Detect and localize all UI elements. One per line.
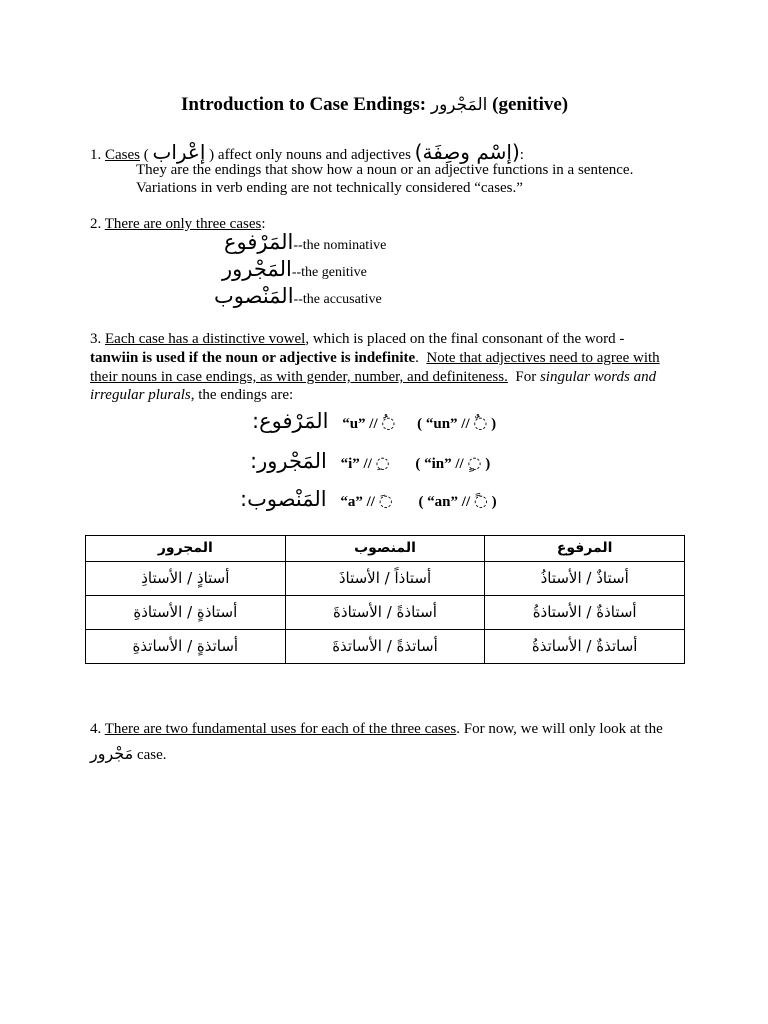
section-4-text: . For now, we will only look at the bbox=[456, 721, 663, 737]
section-3-text-4: , the endings are: bbox=[190, 387, 294, 403]
ending-sep: // bbox=[366, 494, 375, 510]
table-cell: أستاذةً / الأستاذةَ bbox=[285, 596, 485, 630]
colon: : bbox=[519, 147, 524, 163]
section-1-rest: affect only nouns and adjectives bbox=[214, 147, 411, 163]
case-item-accusative bbox=[214, 284, 382, 309]
section-3-underlined-1: Each case has a distinctive vowel bbox=[105, 331, 306, 347]
case-name-arabic: المَجْرور bbox=[222, 257, 292, 281]
section-3-text-1: , which is placed on the final consonant of the word - bbox=[305, 331, 625, 347]
colon: : bbox=[261, 216, 266, 232]
table-header-accusative: المنصوب bbox=[285, 536, 485, 562]
table-row bbox=[86, 562, 685, 596]
kasratan-mark-icon: ◌ bbox=[467, 453, 482, 472]
damma-mark-icon: ◌ bbox=[381, 413, 396, 432]
section-4-underlined: There are two fundamental uses for each of the three cases bbox=[104, 721, 457, 737]
ending-case-arabic: المَجْرور: bbox=[250, 449, 327, 473]
title-arabic: المَجْرور bbox=[430, 95, 488, 115]
table-cell: أستاذٌ / الأستاذُ bbox=[485, 562, 685, 596]
ending-case-arabic: المَنْصوب: bbox=[240, 487, 327, 511]
section-1-line-3: Variations in verb ending are not technically considered “cases.” bbox=[136, 180, 523, 196]
singular-note: singular words and bbox=[539, 369, 657, 385]
section-4-text-2: case. bbox=[133, 747, 167, 763]
page-title bbox=[181, 95, 568, 115]
ending-row-accusative bbox=[240, 487, 497, 512]
kasra-mark-icon: ◌ bbox=[375, 453, 390, 472]
ending-close: ) bbox=[491, 416, 497, 432]
ending-vowel: “i” bbox=[340, 456, 360, 472]
dammatan-mark-icon: ◌ bbox=[473, 413, 488, 432]
ending-sep: // bbox=[369, 416, 378, 432]
ending-row-nominative bbox=[252, 409, 497, 434]
section-2-number: 2. bbox=[90, 216, 102, 232]
ending-tanwiin: ( “un” bbox=[417, 416, 458, 432]
title-suffix: (genitive) bbox=[487, 94, 569, 115]
ending-vowel: “a” bbox=[340, 494, 363, 510]
ism-wasifa-term: (إسْم وصِفَة) bbox=[414, 140, 520, 164]
ending-sep: // bbox=[363, 456, 372, 472]
fathatan-mark-icon: ◌ bbox=[473, 491, 488, 510]
table-cell: أساتذةٌ / الأساتذةُ bbox=[485, 630, 685, 664]
case-name-arabic: المَنْصوب bbox=[214, 284, 294, 308]
section-4-line-1 bbox=[90, 720, 663, 739]
case-name-arabic: المَرْفوع bbox=[224, 230, 294, 254]
section-3-text-3: For bbox=[507, 369, 540, 385]
case-item-genitive bbox=[222, 257, 367, 282]
section-1-number: 1. bbox=[90, 147, 102, 163]
fatha-mark-icon: ◌ bbox=[378, 491, 393, 510]
section-3-line-2 bbox=[90, 349, 660, 368]
section-3-text-2: . bbox=[415, 350, 427, 366]
table-header-row bbox=[86, 536, 685, 562]
section-3-number: 3. bbox=[90, 331, 102, 347]
section-1-line-2: They are the endings that show how a noun or an adjective functions in a sentence. bbox=[136, 162, 634, 178]
section-3-line-4 bbox=[90, 386, 293, 405]
ending-vowel: “u” bbox=[342, 416, 366, 432]
ending-close: ) bbox=[491, 494, 497, 510]
section-3-line-3 bbox=[90, 368, 656, 387]
table-cell: أستاذةٌ / الأستاذةُ bbox=[485, 596, 685, 630]
case-item-nominative bbox=[224, 230, 387, 255]
table-cell: أستاذاً / الأستاذَ bbox=[285, 562, 485, 596]
section-2-heading-text: There are only three cases bbox=[104, 216, 262, 232]
ending-tanwiin: ( “in” bbox=[415, 456, 452, 472]
agreement-note-1: Note that adjectives need to agree with bbox=[426, 350, 660, 366]
section-4-number: 4. bbox=[90, 721, 102, 737]
table-header-nominative: المرفوع bbox=[485, 536, 685, 562]
table-cell: أستاذٍ / الأستاذِ bbox=[86, 562, 286, 596]
ending-sep: // bbox=[461, 416, 470, 432]
paren-close: ) bbox=[209, 147, 215, 163]
table-row bbox=[86, 630, 685, 664]
tanwiin-note: tanwiin is used if the noun or adjective is indefinite bbox=[90, 350, 416, 366]
section-4-line-2 bbox=[90, 744, 167, 765]
case-name-english: --the genitive bbox=[291, 265, 367, 280]
irregular-plurals-note: irregular plurals bbox=[90, 387, 191, 403]
section-3-line-1 bbox=[90, 330, 624, 349]
case-name-english: --the accusative bbox=[293, 292, 382, 307]
ending-sep: // bbox=[455, 456, 464, 472]
case-endings-table bbox=[85, 535, 685, 664]
ending-case-arabic: المَرْفوع: bbox=[252, 409, 329, 433]
ending-sep: // bbox=[461, 494, 471, 510]
title-prefix: Introduction to Case Endings: bbox=[181, 94, 431, 115]
table-cell: أساتذةً / الأساتذةَ bbox=[285, 630, 485, 664]
ending-row-genitive bbox=[250, 449, 491, 474]
irab-term: إعْراب bbox=[152, 140, 206, 164]
table-cell: أستاذةٍ / الأستاذةِ bbox=[86, 596, 286, 630]
cases-term: Cases bbox=[105, 147, 140, 163]
agreement-note-2: their nouns in case endings, as with gender, number, and definiteness. bbox=[90, 369, 508, 385]
majrur-term: مَجْرور bbox=[90, 744, 134, 763]
table-row bbox=[86, 596, 685, 630]
case-name-english: --the nominative bbox=[293, 238, 387, 253]
paren-open: ( bbox=[140, 147, 149, 163]
ending-tanwiin: ( “an” bbox=[418, 494, 459, 510]
table-header-genitive: المجرور bbox=[86, 536, 286, 562]
table-cell: أساتذةٍ / الأساتذةِ bbox=[86, 630, 286, 664]
ending-close: ) bbox=[485, 456, 491, 472]
